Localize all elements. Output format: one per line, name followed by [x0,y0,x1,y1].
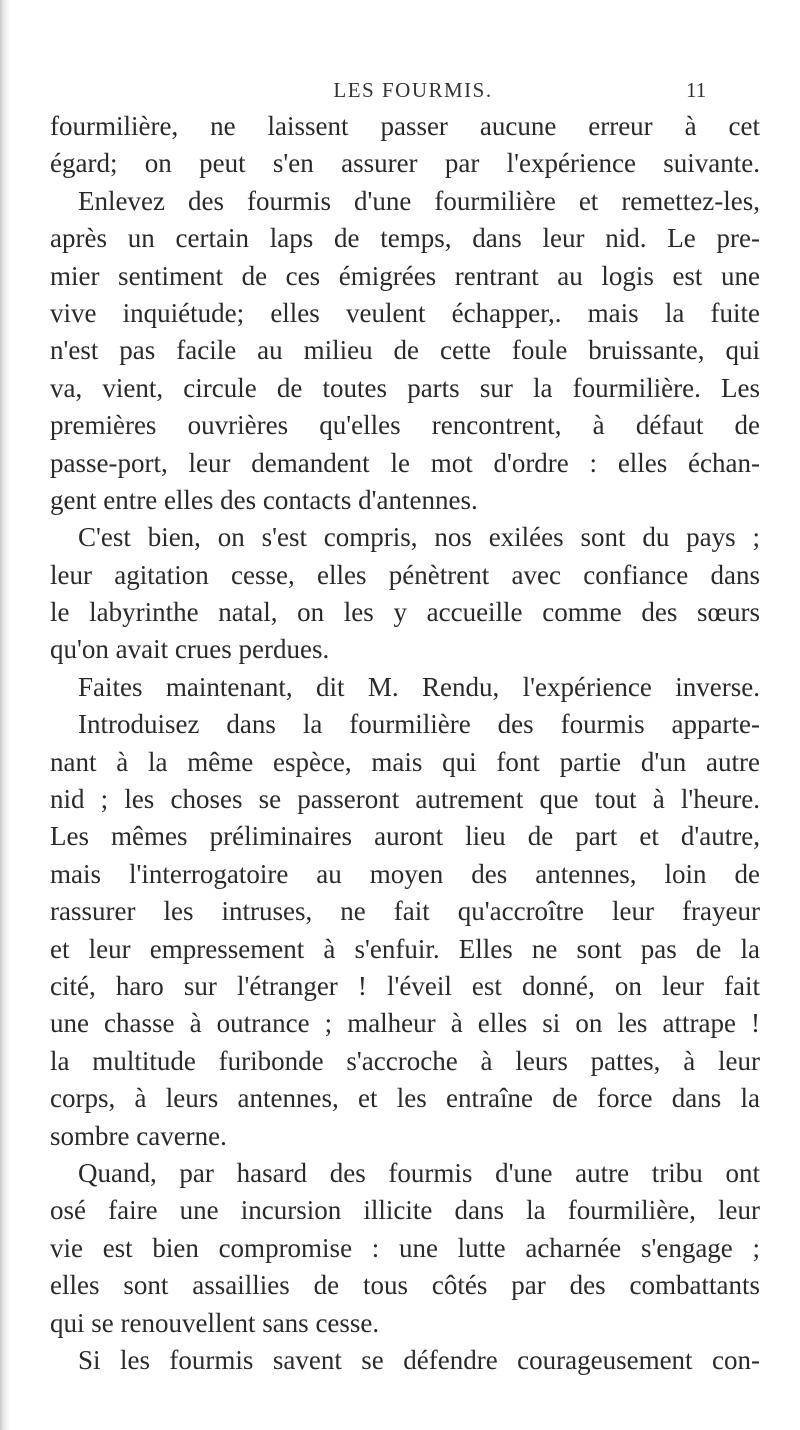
text-line: premières ouvrières qu'elles rencontrent, à défaut de [50,410,760,441]
text-line: Les mêmes préliminaires auront lieu de part et d'autre, [50,821,760,852]
body-text [50,108,760,1379]
text-line: nid ; les choses se passeront autrement que tout à l'heure. [50,784,760,815]
text-line: une chasse à outrance ; malheur à elles si on les attrape ! [50,1008,760,1039]
text-line: mais l'interrogatoire au moyen des antennes, loin de [50,858,760,889]
text-line: mier sentiment de ces émigrées rentrant au logis est une [50,260,760,291]
text-line: Si les fourmis savent se défendre courageusement con- [78,1344,760,1375]
text-line: elles sont assaillies de tous côtés par des combattants [50,1270,760,1301]
text-line: vie est bien compromise : une lutte acharnée s'engage ; [50,1232,760,1263]
text-line: osé faire une incursion illicite dans la fourmilière, leur [50,1195,760,1226]
text-line: le labyrinthe natal, on les y accueille comme des sœurs [50,597,760,628]
text-line: passe-port, leur demandent le mot d'ordre : elles échan- [50,447,760,478]
text-line: qui se renouvellent sans cesse. [50,1307,380,1338]
text-line: cité, haro sur l'étranger ! l'éveil est donné, on leur fait [50,970,760,1001]
text-line: vive inquiétude; elles veulent échapper,. mais la fuite [50,297,760,328]
text-line: égard; on peut s'en assurer par l'expérience suivante. [50,148,760,179]
text-line: gent entre elles des contacts d'antennes. [50,484,478,515]
running-title: LES FOURMIS. [333,78,493,102]
text-line: après un certain laps de temps, dans leur nid. Le pre- [50,223,760,254]
text-line: rassurer les intruses, ne fait qu'accroître leur frayeur [50,896,760,927]
text-line: n'est pas facile au milieu de cette foule bruissante, qui [50,335,760,366]
text-line: Enlevez des fourmis d'une fourmilière et remettez-les, [78,185,760,216]
text-line: Quand, par hasard des fourmis d'une autre tribu ont [78,1157,760,1188]
text-line: leur agitation cesse, elles pénètrent avec confiance dans [50,559,760,590]
text-line: fourmilière, ne laissent passer aucune erreur à cet [50,111,760,141]
text-line: sombre caverne. [50,1120,227,1151]
text-line: nant à la même espèce, mais qui font partie d'un autre [50,746,760,777]
binding-edge [0,0,10,1430]
text-line: et leur empressement à s'enfuir. Elles ne sont pas de la [50,933,760,964]
text-line: la multitude furibonde s'accroche à leurs pattes, à leur [50,1045,760,1076]
text-line: C'est bien, on s'est compris, nos exilées sont du pays ; [78,522,760,553]
running-head [0,78,800,108]
text-line: Introduisez dans la fourmilière des fourmis apparte- [78,709,760,740]
text-line: qu'on avait crues perdues. [50,634,330,665]
text-line: Faites maintenant, dit M. Rendu, l'expérience inverse. [78,671,760,702]
text-line: va, vient, circule de toutes parts sur la fourmilière. Les [50,372,760,403]
text-line: corps, à leurs antennes, et les entraîne de force dans la [50,1083,760,1114]
page-number: 11 [686,78,707,102]
